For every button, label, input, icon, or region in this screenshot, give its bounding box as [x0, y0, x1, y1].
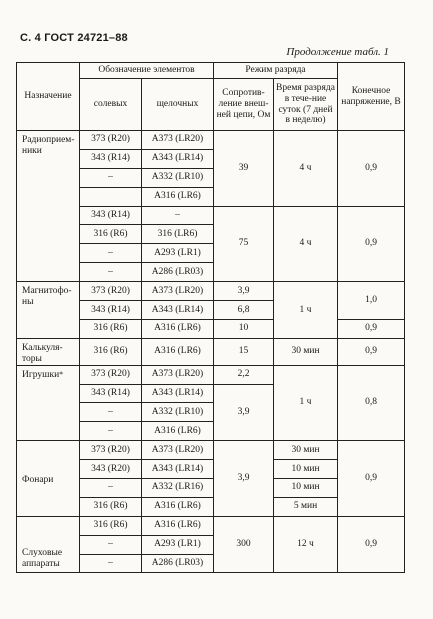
cell-saline: 343 (R14) [80, 149, 142, 168]
cell-saline: 373 (R20) [80, 131, 142, 150]
cell-alkaline: A373 (LR20) [142, 365, 214, 384]
cell-resistance: 3,9 [214, 282, 274, 301]
cell-time: 10 мин [274, 478, 338, 497]
cell-alkaline: A293 (LR1) [142, 244, 214, 263]
cell-voltage: 0,9 [338, 206, 405, 282]
purpose-calculators: Калькуля-торы [17, 338, 80, 365]
cell-alkaline: A286 (LR03) [142, 263, 214, 282]
specification-table [16, 62, 405, 573]
table-continuation-label: Продолжение табл. 1 [286, 46, 389, 58]
cell-alkaline: A343 (LR14) [142, 384, 214, 403]
cell-saline: – [80, 422, 142, 441]
cell-resistance: 75 [214, 206, 274, 282]
cell-saline: 373 (R20) [80, 365, 142, 384]
cell-time: 30 мин [274, 338, 338, 365]
cell-alkaline: A316 (LR6) [142, 338, 214, 365]
cell-saline: 373 (R20) [80, 441, 142, 460]
purpose-toys-label: Игрушки [22, 369, 60, 380]
cell-resistance: 6,8 [214, 301, 274, 320]
cell-resistance: 300 [214, 516, 274, 573]
header-discharge-mode: Режим разряда [214, 63, 338, 79]
cell-alkaline: 316 (LR6) [142, 225, 214, 244]
cell-alkaline: A332 (LR10) [142, 403, 214, 422]
cell-saline: – [80, 403, 142, 422]
cell-saline: 373 (R20) [80, 282, 142, 301]
cell-voltage: 0,9 [338, 319, 405, 338]
cell-saline: 316 (R6) [80, 338, 142, 365]
cell-saline: – [80, 244, 142, 263]
cell-saline: – [80, 554, 142, 573]
cell-saline [80, 187, 142, 206]
header-saline: солевых [80, 79, 142, 131]
cell-voltage: 1,0 [338, 282, 405, 320]
cell-alkaline: A316 (LR6) [142, 187, 214, 206]
cell-alkaline: A373 (LR20) [142, 441, 214, 460]
header-resistance: Сопротив-ление внеш-ней цепи, Ом [214, 79, 274, 131]
header-purpose: Назначение [17, 63, 80, 131]
cell-saline: – [80, 535, 142, 554]
cell-saline: 316 (R6) [80, 516, 142, 535]
page-reference: С. 4 ГОСТ 24721–88 [20, 32, 128, 44]
cell-resistance: 2,2 [214, 365, 274, 384]
cell-time: 4 ч [274, 131, 338, 207]
cell-time: 30 мин [274, 441, 338, 460]
cell-saline: 316 (R6) [80, 225, 142, 244]
cell-alkaline: A293 (LR1) [142, 535, 214, 554]
cell-time: 12 ч [274, 516, 338, 573]
cell-alkaline: A343 (LR14) [142, 301, 214, 320]
cell-resistance: 3,9 [214, 441, 274, 517]
cell-time: 10 мин [274, 460, 338, 479]
cell-saline: – [80, 478, 142, 497]
cell-saline: – [80, 263, 142, 282]
purpose-radio: Радиоприем-ники [17, 131, 80, 282]
cell-voltage: 0,9 [338, 516, 405, 573]
cell-alkaline: A373 (LR20) [142, 131, 214, 150]
cell-alkaline: A343 (LR14) [142, 149, 214, 168]
cell-alkaline: A316 (LR6) [142, 319, 214, 338]
header-discharge-time: Время разряда в тече-ние суток (7 дней в неделю) [274, 79, 338, 131]
cell-resistance: 3,9 [214, 384, 274, 441]
cell-alkaline: A316 (LR6) [142, 422, 214, 441]
cell-alkaline: A316 (LR6) [142, 497, 214, 516]
cell-time: 1 ч [274, 282, 338, 339]
cell-alkaline: – [142, 206, 214, 225]
footnote-mark: * [59, 369, 64, 379]
cell-saline: 343 (R14) [80, 384, 142, 403]
cell-saline: 343 (R20) [80, 460, 142, 479]
cell-voltage: 0,9 [338, 131, 405, 207]
purpose-tape-recorders: Магнитофо-ны [17, 282, 80, 339]
header-designation: Обозначение элементов [80, 63, 214, 79]
cell-time: 5 мин [274, 497, 338, 516]
cell-voltage: 0,9 [338, 441, 405, 517]
cell-voltage: 0,9 [338, 338, 405, 365]
cell-alkaline: A332 (LR16) [142, 478, 214, 497]
cell-alkaline: A373 (LR20) [142, 282, 214, 301]
cell-saline: – [80, 168, 142, 187]
cell-alkaline: A316 (LR6) [142, 516, 214, 535]
header-alkaline: щелочных [142, 79, 214, 131]
cell-time: 4 ч [274, 206, 338, 282]
cell-resistance: 15 [214, 338, 274, 365]
cell-saline: 343 (R14) [80, 301, 142, 320]
purpose-hearing-aids: Слуховые аппараты [17, 516, 80, 573]
cell-saline: 343 (R14) [80, 206, 142, 225]
cell-resistance: 10 [214, 319, 274, 338]
cell-voltage: 0,8 [338, 365, 405, 441]
cell-saline: 316 (R6) [80, 497, 142, 516]
cell-time: 1 ч [274, 365, 338, 441]
cell-alkaline: A343 (LR14) [142, 460, 214, 479]
cell-alkaline: A286 (LR03) [142, 554, 214, 573]
cell-saline: 316 (R6) [80, 319, 142, 338]
cell-resistance: 39 [214, 131, 274, 207]
header-end-voltage: Конечное напряжение, В [338, 63, 405, 131]
purpose-toys [17, 365, 80, 441]
purpose-lamps: Фонари [17, 441, 80, 517]
cell-alkaline: A332 (LR10) [142, 168, 214, 187]
